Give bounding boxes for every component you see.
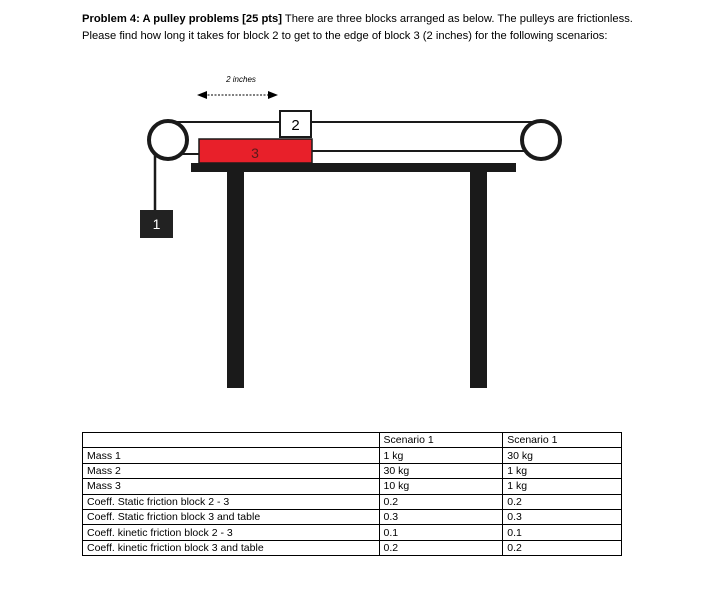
table-row xyxy=(83,525,622,540)
table-top xyxy=(191,163,516,172)
row-value-a: 10 kg xyxy=(379,479,503,494)
row-label: Coeff. Static friction block 2 - 3 xyxy=(83,494,380,509)
row-label: Mass 3 xyxy=(83,479,380,494)
table-header-row xyxy=(83,433,622,448)
table-row xyxy=(83,463,622,478)
row-value-a: 0.2 xyxy=(379,494,503,509)
table-row xyxy=(83,509,622,524)
row-value-b: 0.2 xyxy=(503,540,622,555)
row-label: Coeff. kinetic friction block 2 - 3 xyxy=(83,525,380,540)
row-value-a: 0.2 xyxy=(379,540,503,555)
table-row xyxy=(83,479,622,494)
block-1-label: 1 xyxy=(152,216,161,232)
row-value-b: 0.2 xyxy=(503,494,622,509)
row-value-a: 0.3 xyxy=(379,509,503,524)
header-cell-parameter xyxy=(83,433,380,448)
row-value-a: 1 kg xyxy=(379,448,503,463)
row-value-a: 30 kg xyxy=(379,463,503,478)
table-row xyxy=(83,494,622,509)
row-value-b: 0.3 xyxy=(503,509,622,524)
row-label: Coeff. Static friction block 3 and table xyxy=(83,509,380,524)
problem-body: There are three blocks arranged as below. The pulleys are frictionless. Please find how long it takes for block 2 to get to the edge of block 3 (2 inches) for the following scenarios: xyxy=(82,13,633,42)
row-label: Mass 1 xyxy=(83,448,380,463)
row-value-b: 1 kg xyxy=(503,479,622,494)
block-3-label: 3 xyxy=(251,145,259,161)
row-value-b: 30 kg xyxy=(503,448,622,463)
block-2-label: 2 xyxy=(291,117,300,134)
table-leg-right xyxy=(470,168,487,388)
header-cell-scenario-a: Scenario 1 xyxy=(379,433,503,448)
table-row xyxy=(83,540,622,555)
row-label: Mass 2 xyxy=(83,463,380,478)
distance-arrow-right-head xyxy=(268,91,278,99)
row-label: Coeff. kinetic friction block 3 and table xyxy=(83,540,380,555)
row-value-b: 0.1 xyxy=(503,525,622,540)
scenario-table xyxy=(82,432,622,556)
header-cell-scenario-b: Scenario 1 xyxy=(503,433,622,448)
pulley-left xyxy=(149,121,187,159)
distance-label: 2 inches xyxy=(226,75,256,84)
table-row xyxy=(83,448,622,463)
row-value-a: 0.1 xyxy=(379,525,503,540)
row-value-b: 1 kg xyxy=(503,463,622,478)
pulley-right xyxy=(522,121,560,159)
distance-arrow-left-head xyxy=(197,91,207,99)
problem-heading: Problem 4: A pulley problems [25 pts] xyxy=(82,13,282,25)
table-leg-left xyxy=(227,168,244,388)
